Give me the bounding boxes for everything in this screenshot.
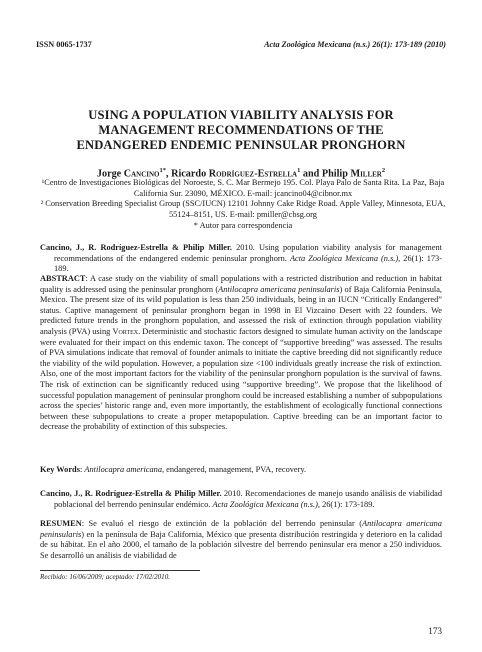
running-header [36, 40, 446, 52]
title-line-3: ENDANGERED ENDEMIC PENINSULAR PRONGHORN [76, 138, 406, 152]
article-title [40, 108, 442, 153]
citation-spanish [40, 489, 442, 510]
author-1-sup: 1* [159, 167, 166, 174]
author-1-first: Jorge [96, 168, 124, 180]
abstract-label: ABSTRACT [40, 274, 86, 283]
journal-running-title: Acta Zoológica Mexicana (n.s.) 26(1): 173-189 (2010) [264, 40, 446, 49]
resumen-label: RESUMEN [40, 519, 82, 528]
abstract [40, 274, 442, 433]
abstract-text-2: ) of Baja California Peninsula, Mexico. The present size of its wild population is less than 250 individuals, being in an IUCN “Critically Endangered” status. Captive management of peninsular pronghorn began in 1998 in El Vizcaino Desert with 22 founders. We predicted future trends in the pronghorn population, and assessed the risk of extinction through population viability analysis (PVA) using [40, 284, 442, 336]
abstract-species: Antilocapra americana peninsularis [218, 284, 340, 294]
affiliation-1: ¹Centro de Investigaciones Biológicas del Noroeste, S. C. Mar Bermejo 195. Col. Playa Palo de Santa Rita. La Paz, Baja California Sur. 23090, MÉXICO. E-mail: jcancino04@cibnor.mx [41, 178, 445, 198]
title-line-1: USING A POPULATION VIABILITY ANALYSIS FOR [88, 108, 394, 122]
title-line-2: MANAGEMENT RECOMMENDATIONS OF THE [98, 123, 384, 137]
citation-english [40, 243, 442, 275]
received-note: Recibido: 16/06/2009; aceptado: 17/02/2010. [40, 573, 171, 581]
keywords-sep: : [79, 465, 85, 474]
citation-authors: Cancino, J., R. Rodríguez-Estrella & Philip Miller. [40, 243, 233, 252]
issn-label: ISSN 0065-1737 [36, 40, 92, 49]
resumen [40, 519, 442, 561]
citation-pages: 26(1): 173-189. [54, 253, 442, 274]
keywords [40, 465, 442, 476]
author-2-last: Rodríguez-Estrella [208, 168, 298, 180]
abstract-vortex: Vortex [112, 326, 139, 336]
affiliations [40, 178, 446, 232]
author-2-sup: 1 [297, 167, 301, 174]
citation-es-text: 2010. Recomendaciones de manejo usando análisis de viabilidad poblacional del berrendo peninsular endémico. [54, 489, 442, 509]
abstract-text-1: : A case study on the viability of small populations with a restricted distribution and reduction in habitat quality is addressed using the peninsular pronghorn ( [40, 274, 442, 294]
citation-journal: Acta Zoológica Mexicana (n.s.), [289, 253, 401, 263]
keywords-rest: , endangered, management, PVA, recovery. [162, 465, 307, 474]
page-number: 173 [428, 626, 442, 636]
citation-es-pages: 26(1): 173-189. [320, 499, 375, 509]
author-3-sup: 2 [381, 167, 386, 174]
resumen-text-2: ) en la península de Baja California, México que presenta distribución restringida y deterioro en la calidad de su hábitat. En el año 2000, el tamaño de la población silvestre del berrendo peninsular era menor a 250 individuos. Se desarrolló un análisis de viabilidad de [40, 529, 442, 560]
affiliation-2: ² Conservation Breeding Specialist Group (SSC/IUCN) 12101 Johnny Cake Ridge Road. Apple Valley, Minnesota, EUA, 55124–8151, US. E-mail: pmiller@cbsg.org [40, 199, 446, 220]
corresponding-note: * Autor para correspondencia [193, 220, 293, 230]
keywords-species: Antilocapra americana [84, 465, 162, 474]
author-sep-2: and Philip [300, 168, 351, 180]
footnote-divider [40, 570, 200, 571]
citation-es-authors: Cancino, J., R. Rodríguez-Estrella & Philip Miller. [40, 489, 222, 498]
citation-es-journal: Acta Zoológica Mexicana (n.s.), [212, 499, 320, 509]
keywords-label: Key Words [40, 465, 80, 474]
resumen-text-1: : Se evaluó el riesgo de extinción de la población del berrendo peninsular ( [81, 519, 362, 528]
citation-text: 2010. Using population viability analysis for management recommendations of the endangered endemic peninsular pronghorn. [54, 243, 442, 263]
author-1-last: Cancino [123, 168, 160, 180]
resumen-species: Antilocapra americana peninsularis [40, 519, 442, 539]
abstract-text-3: . Deterministic and stochastic factors designed to simulate human activity on the landscape were evaluated for their impact on this endemic taxon. The concept of “supportive breeding” was assessed. The results of PVA simulations indicate that removal of founder animals to initiate the captive breeding did not significantly reduce the viability of the wild population. However, a population size <100 individuals greatly increase the risk of extinction. Also, one of the most important factors for the viability of the peninsular pronghorn population is the survival of fawns. The risk of extinction can be significantly reduced using “supportive breeding”. We propose that the likelihood of successful population management of peninsular pronghorn could be increased establishing a number of subpopulations across the species’ historic range and, even more importantly, the establishment of ecologically functional connections between these subpopulations to create a proper metapopulation. Captive breeding can be an important factor to decrease the probability of extinction of this subspecies. [40, 326, 442, 432]
author-sep-1: , Ricardo [166, 168, 209, 180]
author-3-last: Miller [350, 168, 382, 180]
